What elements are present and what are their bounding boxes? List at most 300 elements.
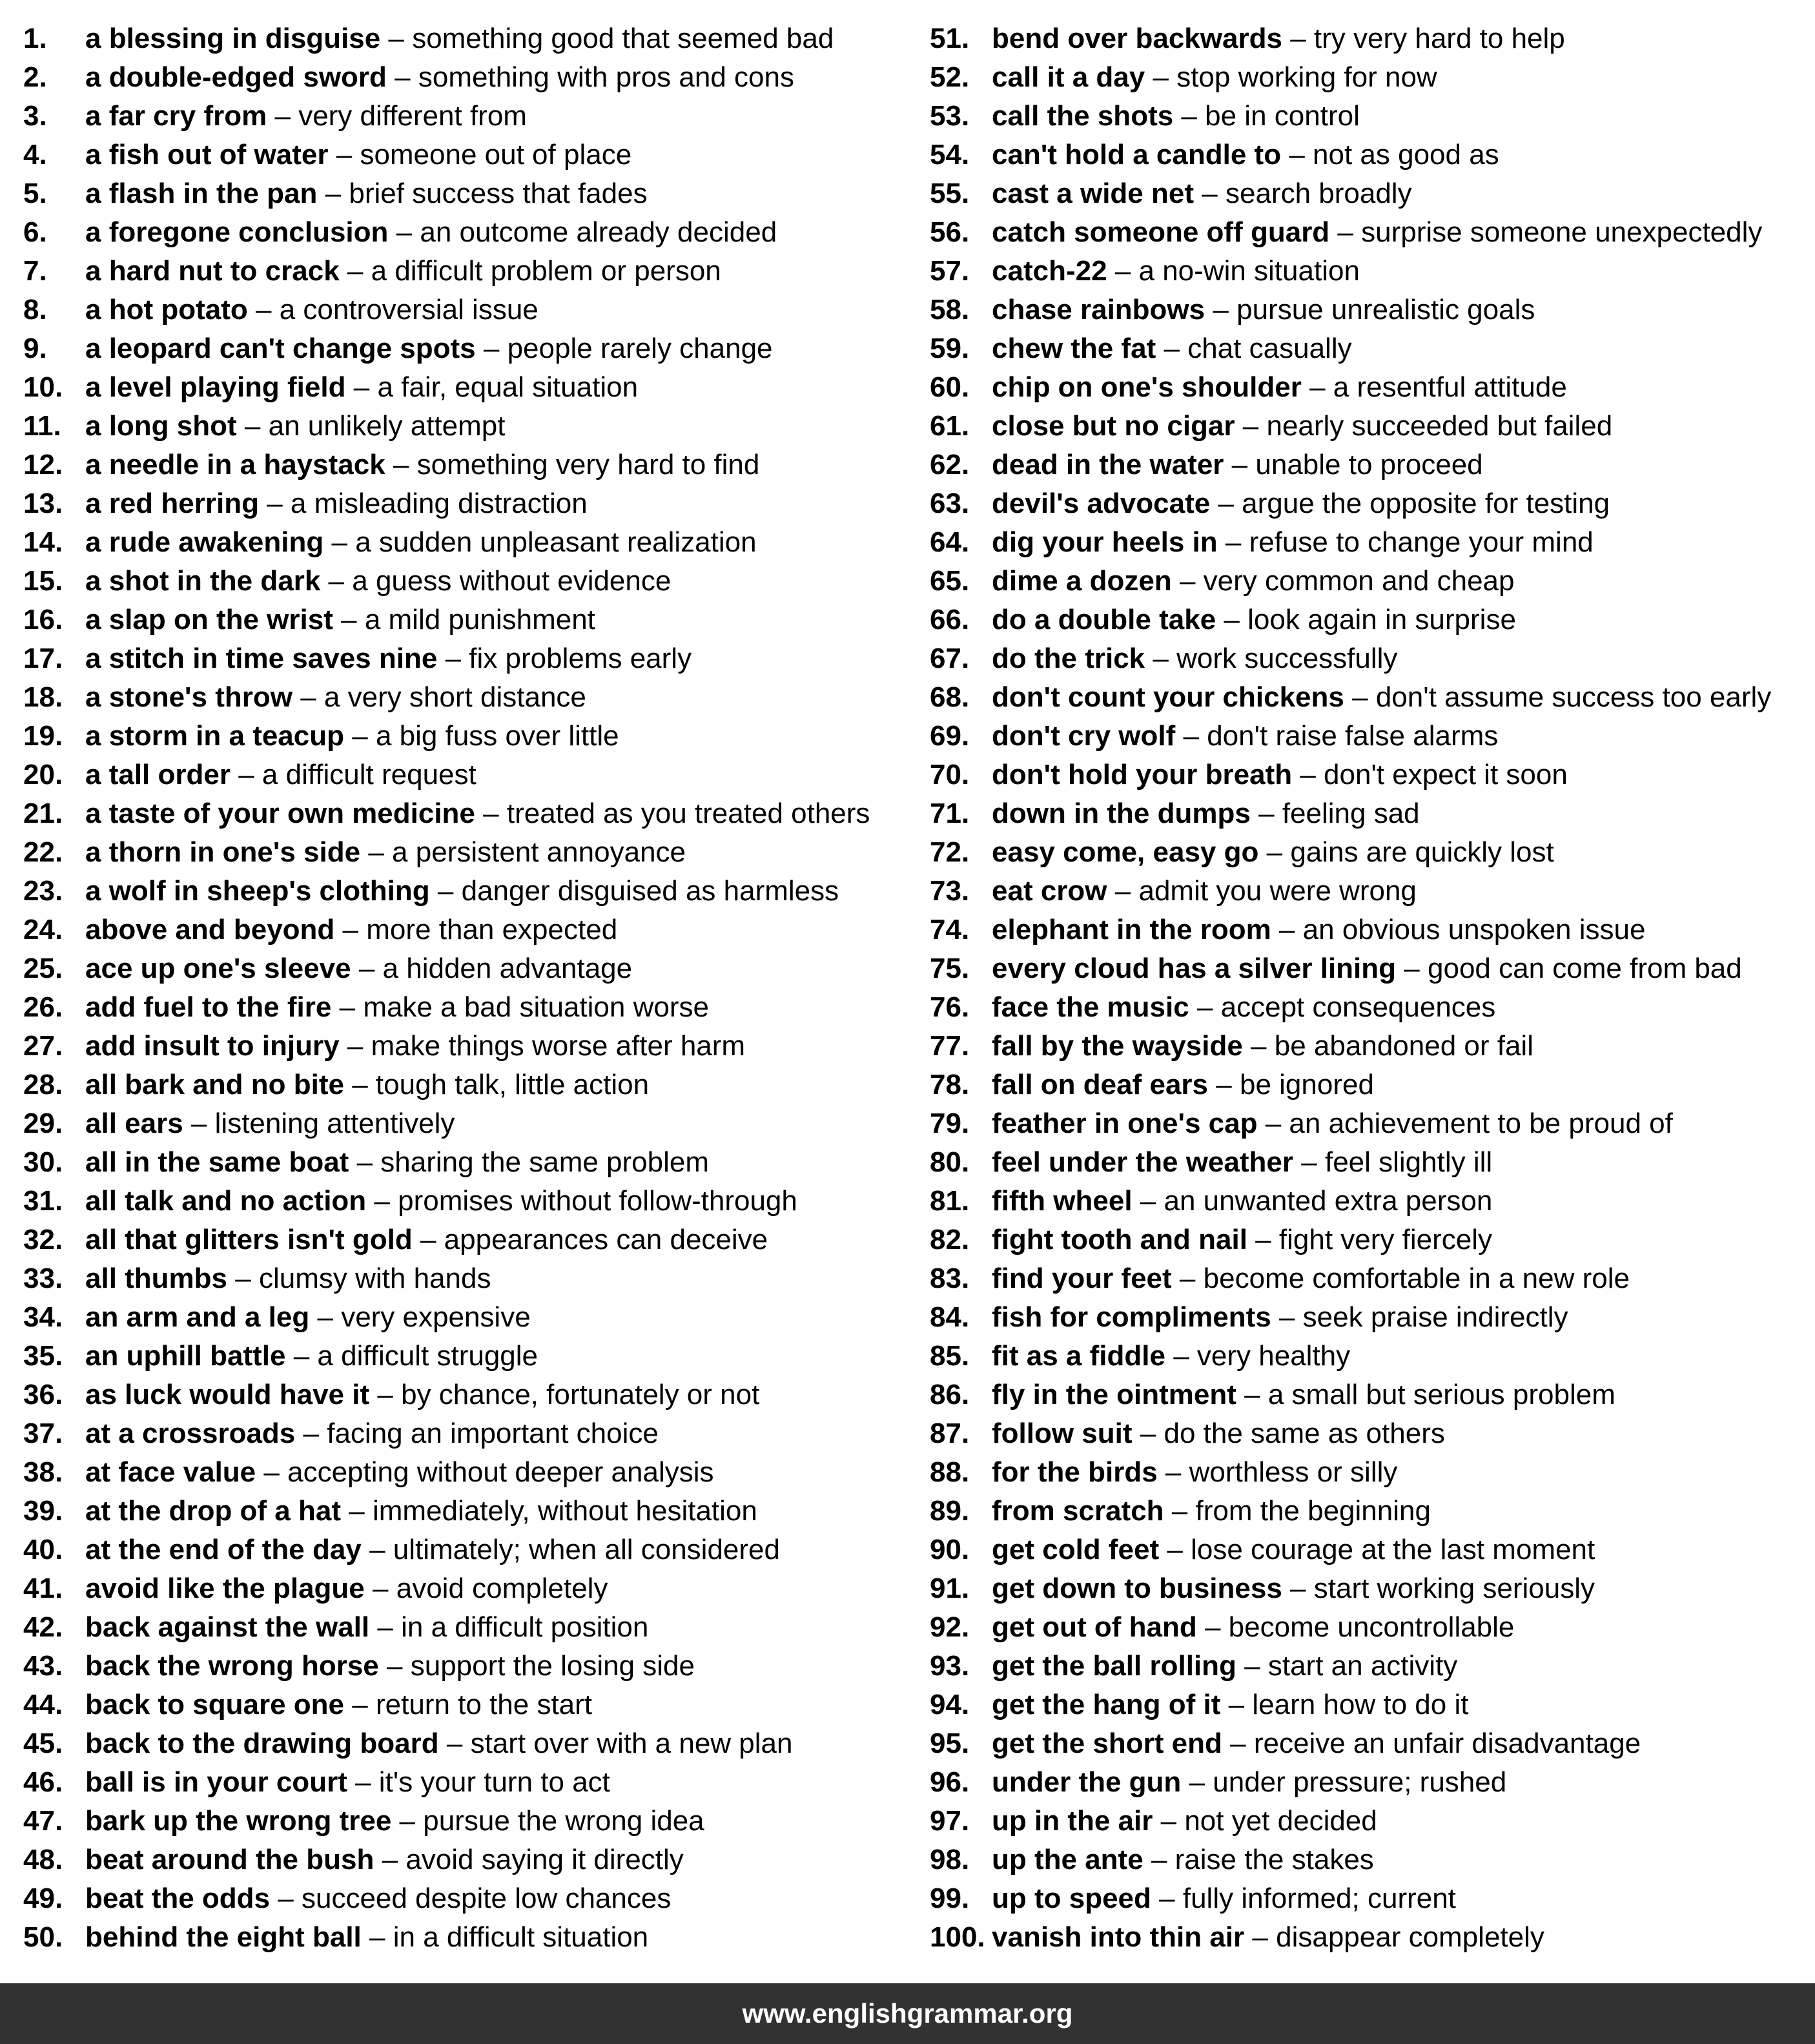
idiom-meaning: an unwanted extra person xyxy=(1164,1185,1493,1217)
entry-text xyxy=(992,717,1498,756)
entry-number: 1. xyxy=(23,23,47,54)
entry-text xyxy=(992,601,1516,639)
dash-separator: – xyxy=(382,1844,398,1875)
entry-number: 65. xyxy=(930,565,970,597)
dash-separator: – xyxy=(347,1030,364,1062)
entry-text xyxy=(85,58,794,97)
entry-number: 29. xyxy=(23,1108,63,1139)
idiom-entry xyxy=(930,19,1808,58)
entry-number: 10. xyxy=(23,371,63,403)
idiom-meaning: avoid completely xyxy=(396,1573,608,1604)
idiom-meaning: in a difficult position xyxy=(401,1611,649,1643)
dash-separator: – xyxy=(387,1650,403,1682)
dash-separator: – xyxy=(1290,1573,1306,1604)
idiom-entry xyxy=(23,1221,908,1259)
dash-separator: – xyxy=(1218,488,1234,519)
idiom-phrase: from scratch xyxy=(992,1495,1164,1527)
idiom-meaning: fight very fiercely xyxy=(1278,1224,1492,1255)
idiom-meaning: a misleading distraction xyxy=(290,488,588,519)
dash-separator: – xyxy=(1337,216,1353,248)
entry-number: 43. xyxy=(23,1650,63,1682)
dash-separator: – xyxy=(1140,1418,1156,1449)
idiom-phrase: back to square one xyxy=(85,1689,345,1720)
entry-text xyxy=(992,407,1612,446)
idiom-phrase: every cloud has a silver lining xyxy=(992,953,1397,984)
idiom-meaning: very healthy xyxy=(1196,1340,1351,1372)
entry-number: 34. xyxy=(23,1301,63,1333)
idiom-entry xyxy=(23,911,908,949)
entry-number: 88. xyxy=(930,1456,970,1488)
entry-text xyxy=(85,1337,538,1376)
dash-separator: – xyxy=(1231,449,1248,480)
idiom-phrase: dead in the water xyxy=(992,449,1224,480)
idiom-meaning: an unlikely attempt xyxy=(268,410,506,442)
entry-text xyxy=(85,1647,695,1686)
dash-separator: – xyxy=(336,139,353,170)
idiom-meaning: listening attentively xyxy=(214,1108,455,1139)
footer-url[interactable]: www.englishgrammar.org xyxy=(742,1998,1073,2029)
idiom-phrase: a leopard can't change spots xyxy=(85,333,476,364)
idiom-entry xyxy=(23,1569,908,1608)
idiom-entry xyxy=(930,949,1808,988)
entry-text xyxy=(85,872,839,911)
entry-number: 64. xyxy=(930,526,970,558)
idiom-phrase: chase rainbows xyxy=(992,294,1205,325)
dash-separator: – xyxy=(353,371,370,403)
entry-number: 63. xyxy=(930,488,970,519)
idiom-phrase: a flash in the pan xyxy=(85,178,318,209)
idiom-phrase: back against the wall xyxy=(85,1611,370,1643)
idiom-entry xyxy=(930,1182,1808,1221)
idiom-phrase: devil's advocate xyxy=(992,488,1211,519)
idiom-phrase: an uphill battle xyxy=(85,1340,286,1372)
idiom-phrase: all thumbs xyxy=(85,1263,228,1294)
entry-number: 2. xyxy=(23,61,47,93)
dash-separator: – xyxy=(358,953,375,984)
idiom-meaning: something with pros and cons xyxy=(418,61,794,93)
entry-number: 41. xyxy=(23,1573,63,1604)
dash-separator: – xyxy=(445,643,462,674)
dash-separator: – xyxy=(1224,604,1240,635)
idiom-entry xyxy=(930,213,1808,252)
entry-number: 69. xyxy=(930,720,970,752)
idiom-entry xyxy=(930,988,1808,1027)
idiom-meaning: learn how to do it xyxy=(1252,1689,1469,1720)
idiom-phrase: a fish out of water xyxy=(85,139,329,170)
entry-text xyxy=(992,756,1568,794)
entry-number: 76. xyxy=(930,991,970,1023)
dash-separator: – xyxy=(1290,23,1306,54)
idiom-meaning: unable to proceed xyxy=(1255,449,1483,480)
entry-number: 20. xyxy=(23,759,63,790)
idiom-meaning: nearly succeeded but failed xyxy=(1266,410,1613,442)
idiom-phrase: a far cry from xyxy=(85,100,267,132)
idiom-meaning: become comfortable in a new role xyxy=(1203,1263,1630,1294)
idiom-entry xyxy=(930,1763,1808,1802)
dash-separator: – xyxy=(347,255,364,287)
dash-separator: – xyxy=(1140,1185,1156,1217)
entry-text xyxy=(992,368,1567,407)
idiom-phrase: under the gun xyxy=(992,1766,1182,1798)
entry-number: 28. xyxy=(23,1069,63,1100)
idiom-meaning: disappear completely xyxy=(1276,1921,1544,1953)
idiom-entry xyxy=(23,1686,908,1724)
entry-text xyxy=(85,1259,491,1298)
dash-separator: – xyxy=(1244,1379,1260,1410)
idiom-meaning: sharing the same problem xyxy=(380,1146,710,1178)
entry-number: 84. xyxy=(930,1301,970,1333)
entry-number: 95. xyxy=(930,1728,970,1759)
entry-text xyxy=(992,329,1352,368)
idiom-entry xyxy=(23,407,908,446)
idiom-entry xyxy=(930,1337,1808,1376)
entry-number: 97. xyxy=(930,1805,970,1837)
idiom-phrase: a long shot xyxy=(85,410,237,442)
dash-separator: – xyxy=(368,836,384,868)
entry-text xyxy=(85,484,588,523)
dash-separator: – xyxy=(483,333,500,364)
idiom-phrase: a level playing field xyxy=(85,371,346,403)
idiom-phrase: add fuel to the fire xyxy=(85,991,332,1023)
idiom-phrase: catch-22 xyxy=(992,255,1107,287)
idiom-phrase: fall on deaf ears xyxy=(992,1069,1209,1100)
idiom-phrase: a red herring xyxy=(85,488,259,519)
entry-text xyxy=(85,1686,592,1724)
idiom-meaning: be abandoned or fail xyxy=(1274,1030,1533,1062)
idiom-entry xyxy=(23,1337,908,1376)
idiom-phrase: up to speed xyxy=(992,1883,1151,1914)
dash-separator: – xyxy=(437,875,454,907)
idiom-phrase: all talk and no action xyxy=(85,1185,367,1217)
dash-separator: – xyxy=(339,991,356,1023)
dash-separator: – xyxy=(1181,100,1197,132)
dash-separator: – xyxy=(341,604,357,635)
idiom-phrase: as luck would have it xyxy=(85,1379,370,1410)
right-column xyxy=(930,19,1808,1957)
idiom-phrase: face the music xyxy=(992,991,1189,1023)
idiom-entry xyxy=(23,329,908,368)
idiom-entry xyxy=(23,1492,908,1531)
dash-separator: – xyxy=(1265,1108,1282,1139)
idiom-meaning: start working seriously xyxy=(1313,1573,1595,1604)
idiom-meaning: try very hard to help xyxy=(1313,23,1565,54)
entry-number: 8. xyxy=(23,294,47,325)
entry-text xyxy=(992,19,1565,58)
idiom-meaning: in a difficult situation xyxy=(393,1921,649,1953)
entry-number: 57. xyxy=(930,255,970,287)
idiom-meaning: argue the opposite for testing xyxy=(1242,488,1610,519)
entry-text xyxy=(992,1143,1492,1182)
idiom-meaning: search broadly xyxy=(1225,178,1412,209)
idiom-phrase: fight tooth and nail xyxy=(992,1224,1247,1255)
entry-number: 100. xyxy=(930,1921,985,1953)
dash-separator: – xyxy=(1114,875,1131,907)
entry-text xyxy=(85,1879,671,1918)
idiom-meaning: promises without follow-through xyxy=(398,1185,797,1217)
idiom-meaning: receive an unfair disadvantage xyxy=(1253,1728,1641,1759)
entry-text xyxy=(85,1027,745,1066)
idiom-meaning: good can come from bad xyxy=(1428,953,1742,984)
idiom-entry xyxy=(930,1453,1808,1492)
idiom-phrase: feel under the weather xyxy=(992,1146,1294,1178)
idiom-entry xyxy=(930,1802,1808,1841)
entry-number: 85. xyxy=(930,1340,970,1372)
idiom-phrase: a tall order xyxy=(85,759,231,790)
entry-text xyxy=(992,1841,1374,1879)
idiom-entry xyxy=(930,484,1808,523)
entry-text xyxy=(85,1221,768,1259)
dash-separator: – xyxy=(377,1611,393,1643)
entry-number: 42. xyxy=(23,1611,63,1643)
idiom-meaning: pursue unrealistic goals xyxy=(1236,294,1535,325)
dash-separator: – xyxy=(1167,1534,1183,1565)
dash-separator: – xyxy=(190,1108,207,1139)
idiom-meaning: surprise someone unexpectedly xyxy=(1361,216,1763,248)
idiom-meaning: more than expected xyxy=(366,914,618,945)
entry-text xyxy=(85,329,773,368)
idiom-phrase: find your feet xyxy=(992,1263,1172,1294)
entry-text xyxy=(992,1066,1374,1104)
idiom-meaning: become uncontrollable xyxy=(1228,1611,1515,1643)
idiom-meaning: ultimately; when all considered xyxy=(393,1534,780,1565)
idiom-phrase: vanish into thin air xyxy=(992,1921,1245,1953)
idiom-list xyxy=(0,19,1815,1963)
entry-number: 37. xyxy=(23,1418,63,1449)
dash-separator: – xyxy=(1183,720,1199,752)
idiom-entry xyxy=(930,252,1808,291)
idiom-entry xyxy=(930,368,1808,407)
entry-number: 49. xyxy=(23,1883,63,1914)
idiom-meaning: accept consequences xyxy=(1220,991,1496,1023)
idiom-entry xyxy=(23,58,908,97)
idiom-entry xyxy=(930,1066,1808,1104)
entry-number: 53. xyxy=(930,100,970,132)
idiom-phrase: behind the eight ball xyxy=(85,1921,362,1953)
idiom-phrase: at face value xyxy=(85,1456,256,1488)
entry-number: 91. xyxy=(930,1573,970,1604)
idiom-entry xyxy=(930,97,1808,136)
dash-separator: – xyxy=(342,914,359,945)
dash-separator: – xyxy=(1309,371,1326,403)
idiom-meaning: chat casually xyxy=(1187,333,1352,364)
entry-text xyxy=(992,678,1771,717)
entry-text xyxy=(85,1104,455,1143)
entry-text xyxy=(992,1221,1492,1259)
entry-number: 4. xyxy=(23,139,47,170)
idiom-entry xyxy=(930,1259,1808,1298)
idiom-phrase: elephant in the room xyxy=(992,914,1271,945)
entry-text xyxy=(992,911,1645,949)
idiom-phrase: all in the same boat xyxy=(85,1146,349,1178)
entry-text xyxy=(85,562,671,601)
entry-number: 55. xyxy=(930,178,970,209)
idiom-phrase: a stone's throw xyxy=(85,681,292,713)
idiom-phrase: beat the odds xyxy=(85,1883,271,1914)
dash-separator: – xyxy=(293,1340,310,1372)
dash-separator: – xyxy=(1171,1495,1188,1527)
idiom-entry xyxy=(930,1841,1808,1879)
idiom-phrase: get the short end xyxy=(992,1728,1222,1759)
entry-text xyxy=(992,794,1420,833)
idiom-phrase: a wolf in sheep's clothing xyxy=(85,875,430,907)
entry-number: 6. xyxy=(23,216,47,248)
entry-text xyxy=(992,1259,1630,1298)
dash-separator: – xyxy=(1352,681,1368,713)
idiom-entry xyxy=(23,1802,908,1841)
entry-text xyxy=(992,1104,1673,1143)
idiom-phrase: at the end of the day xyxy=(85,1534,362,1565)
idiom-phrase: a rude awakening xyxy=(85,526,324,558)
idiom-entry xyxy=(23,1763,908,1802)
idiom-entry xyxy=(930,1647,1808,1686)
idiom-meaning: fully informed; current xyxy=(1182,1883,1456,1914)
entry-text xyxy=(992,562,1514,601)
entry-text xyxy=(85,794,870,833)
entry-text xyxy=(85,446,759,484)
entry-number: 3. xyxy=(23,100,47,132)
entry-text xyxy=(992,1298,1568,1337)
idiom-phrase: feather in one's cap xyxy=(992,1108,1258,1139)
entry-number: 51. xyxy=(930,23,970,54)
idiom-phrase: bend over backwards xyxy=(992,23,1282,54)
dash-separator: – xyxy=(1251,1030,1267,1062)
dash-separator: – xyxy=(1114,255,1131,287)
idiom-phrase: a stitch in time saves nine xyxy=(85,643,438,674)
dash-separator: – xyxy=(388,23,404,54)
entry-number: 62. xyxy=(930,449,970,480)
idiom-phrase: do a double take xyxy=(992,604,1216,635)
dash-separator: – xyxy=(274,100,291,132)
idiom-phrase: up the ante xyxy=(992,1844,1143,1875)
entry-text xyxy=(85,1608,648,1647)
idiom-phrase: all ears xyxy=(85,1108,183,1139)
idiom-phrase: a double-edged sword xyxy=(85,61,387,93)
idiom-entry xyxy=(23,1182,908,1221)
idiom-meaning: very different from xyxy=(298,100,527,132)
idiom-phrase: don't cry wolf xyxy=(992,720,1176,752)
dash-separator: – xyxy=(1404,953,1420,984)
entry-number: 22. xyxy=(23,836,63,868)
idiom-entry xyxy=(930,1027,1808,1066)
idiom-phrase: a slap on the wrist xyxy=(85,604,333,635)
idiom-entry xyxy=(930,174,1808,213)
entry-text xyxy=(85,523,757,562)
idiom-meaning: don't assume success too early xyxy=(1375,681,1772,713)
idiom-entry xyxy=(930,1686,1808,1724)
dash-separator: – xyxy=(263,1456,280,1488)
dash-separator: – xyxy=(369,1534,385,1565)
entry-number: 78. xyxy=(930,1069,970,1100)
entry-text xyxy=(85,601,595,639)
idiom-entry xyxy=(930,291,1808,329)
entry-number: 17. xyxy=(23,643,63,674)
entry-text xyxy=(85,988,709,1027)
entry-text xyxy=(992,1414,1445,1453)
entry-number: 98. xyxy=(930,1844,970,1875)
entry-number: 31. xyxy=(23,1185,63,1217)
dash-separator: – xyxy=(1266,836,1283,868)
idiom-entry xyxy=(23,1647,908,1686)
dash-separator: – xyxy=(396,216,413,248)
idiom-meaning: be in control xyxy=(1205,100,1360,132)
idiom-meaning: it's your turn to act xyxy=(378,1766,610,1798)
entry-text xyxy=(992,1569,1595,1608)
idiom-meaning: under pressure; rushed xyxy=(1213,1766,1507,1798)
idiom-meaning: people rarely change xyxy=(507,333,773,364)
idiom-entry xyxy=(23,1608,908,1647)
idiom-phrase: a hard nut to crack xyxy=(85,255,340,287)
entry-number: 11. xyxy=(23,410,61,442)
idiom-entry xyxy=(23,988,908,1027)
idiom-meaning: a small but serious problem xyxy=(1267,1379,1615,1410)
entry-number: 5. xyxy=(23,178,47,209)
idiom-entry xyxy=(23,639,908,678)
idiom-phrase: up in the air xyxy=(992,1805,1153,1837)
entry-text xyxy=(85,407,505,446)
dash-separator: – xyxy=(1202,178,1218,209)
dash-separator: – xyxy=(1173,1340,1189,1372)
entry-number: 54. xyxy=(930,139,970,170)
idiom-meaning: do the same as others xyxy=(1164,1418,1445,1449)
entry-text xyxy=(85,291,538,329)
entry-number: 61. xyxy=(930,410,970,442)
idiom-phrase: get cold feet xyxy=(992,1534,1160,1565)
idiom-meaning: work successfully xyxy=(1176,643,1398,674)
dash-separator: – xyxy=(1196,991,1213,1023)
entry-number: 15. xyxy=(23,565,63,597)
entry-text xyxy=(992,1724,1641,1763)
entry-text xyxy=(992,988,1495,1027)
entry-text xyxy=(992,1531,1595,1569)
idiom-phrase: bark up the wrong tree xyxy=(85,1805,392,1837)
idiom-phrase: a taste of your own medicine xyxy=(85,798,475,829)
idiom-entry xyxy=(23,1066,908,1104)
idiom-phrase: at a crossroads xyxy=(85,1418,296,1449)
entry-number: 75. xyxy=(930,953,970,984)
idiom-entry xyxy=(23,1298,908,1337)
entry-number: 86. xyxy=(930,1379,970,1410)
idiom-entry xyxy=(23,1453,908,1492)
idiom-meaning: avoid saying it directly xyxy=(405,1844,684,1875)
dash-separator: – xyxy=(317,1301,333,1333)
idiom-phrase: call the shots xyxy=(992,100,1174,132)
idiom-phrase: eat crow xyxy=(992,875,1107,907)
idiom-meaning: treated as you treated others xyxy=(506,798,870,829)
idiom-meaning: lose courage at the last moment xyxy=(1191,1534,1595,1565)
entry-text xyxy=(85,252,721,291)
idiom-entry xyxy=(23,136,908,174)
idiom-phrase: don't hold your breath xyxy=(992,759,1293,790)
entry-number: 59. xyxy=(930,333,970,364)
entry-number: 50. xyxy=(23,1921,63,1953)
idiom-meaning: tough talk, little action xyxy=(375,1069,650,1100)
entry-number: 87. xyxy=(930,1418,970,1449)
idiom-meaning: a hidden advantage xyxy=(382,953,633,984)
idiom-meaning: fix problems early xyxy=(469,643,692,674)
idiom-phrase: beat around the bush xyxy=(85,1844,374,1875)
entry-number: 7. xyxy=(23,255,47,287)
dash-separator: – xyxy=(355,1766,371,1798)
entry-number: 58. xyxy=(930,294,970,325)
idiom-entry xyxy=(23,1414,908,1453)
dash-separator: – xyxy=(1255,1224,1271,1255)
idiom-meaning: an achievement to be proud of xyxy=(1289,1108,1673,1139)
idiom-meaning: don't expect it soon xyxy=(1324,759,1568,790)
entry-text xyxy=(85,19,834,58)
dash-separator: – xyxy=(1213,294,1229,325)
idiom-phrase: all that glitters isn't gold xyxy=(85,1224,413,1255)
idiom-meaning: start over with a new plan xyxy=(470,1728,793,1759)
